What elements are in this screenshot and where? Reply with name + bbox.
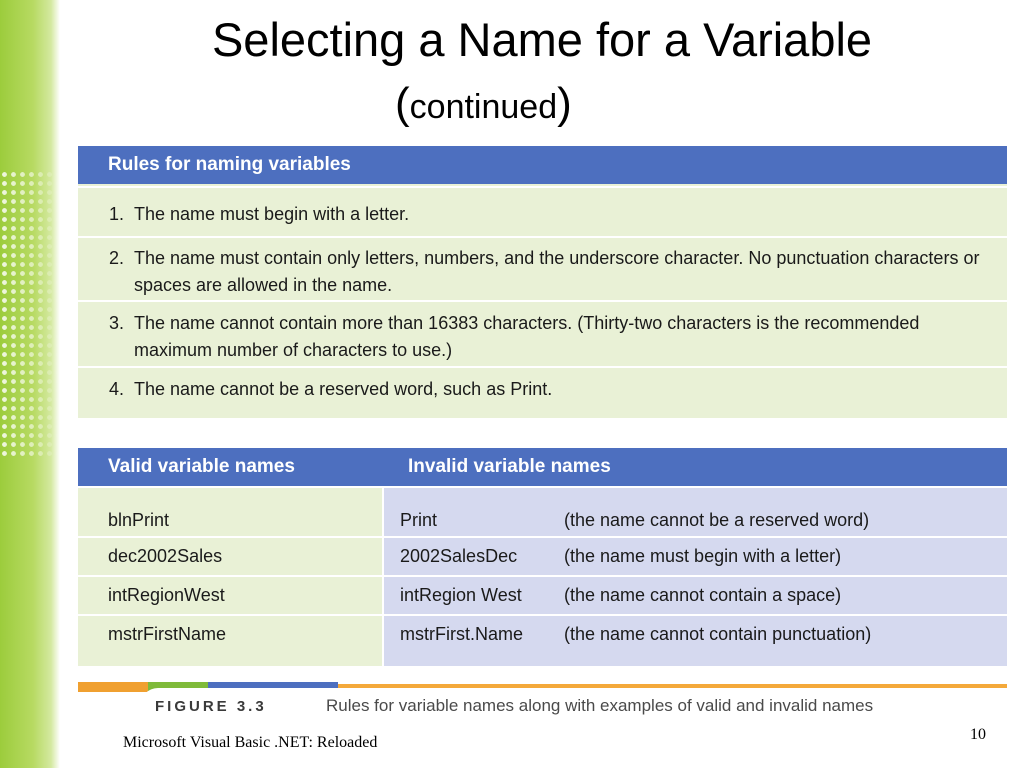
caption-bar-orange [78, 682, 148, 692]
reason-cell: (the name must begin with a letter) [564, 546, 842, 566]
invalid-name-cell: 2002SalesDec [400, 546, 518, 566]
page-number: 10 [970, 726, 986, 743]
slide-title: Selecting a Name for a Variable [211, 13, 873, 66]
rule-number: 2. [109, 248, 125, 268]
subtitle-open-paren: ( [395, 79, 410, 128]
rule-number: 1. [109, 204, 125, 224]
reason-cell: (the name cannot contain a space) [564, 585, 842, 605]
subtitle-text: continued [409, 88, 558, 126]
slide-subtitle [395, 80, 572, 131]
valid-name-cell: intRegionWest [108, 585, 225, 605]
rule-text: The name must begin with a letter. [134, 204, 410, 224]
row-divider [78, 614, 382, 616]
rule-text: The name must contain only letters, numbers, and the underscore character. No punctuation characters or spaces are allowed in the name. [134, 248, 980, 295]
reason-cell: (the name cannot contain punctuation) [564, 624, 872, 644]
invalid-name-cell: intRegion West [400, 585, 522, 605]
decorative-dot-pattern [0, 170, 60, 460]
rule-row [78, 186, 1007, 236]
row-divider [384, 575, 1007, 577]
figure-label: FIGURE 3.3 [155, 698, 267, 715]
variable-names-table [78, 448, 1007, 666]
invalid-name-cell: mstrFirst.Name [400, 624, 523, 644]
rule-row [78, 236, 1007, 300]
subtitle-close-paren: ) [557, 79, 572, 128]
figure-caption: Rules for variable names along with examples of valid and invalid names [326, 696, 874, 715]
table-row [78, 488, 1007, 530]
rules-table [78, 146, 1007, 418]
invalid-name-cell: Print [400, 510, 438, 530]
names-table-header [78, 448, 1007, 486]
rule-number: 4. [109, 379, 125, 399]
rule-number: 3. [109, 313, 125, 333]
valid-name-cell: blnPrint [108, 510, 170, 530]
names-table-body [78, 488, 1007, 666]
row-divider [384, 536, 1007, 538]
table-row [78, 536, 1007, 574]
table-row [78, 614, 1007, 652]
rule-row [78, 366, 1007, 418]
row-divider [384, 614, 1007, 616]
rule-text: The name cannot contain more than 16383 characters. (Thirty-two characters is the recommended maximum number of characters to use.) [134, 313, 920, 360]
rules-table-header: Rules for naming variables [78, 146, 1007, 184]
row-divider [78, 575, 382, 577]
invalid-names-header: Invalid variable names [408, 456, 611, 477]
valid-name-cell: mstrFirstName [108, 624, 226, 644]
rule-text: The name cannot be a reserved word, such as Print. [134, 379, 553, 399]
row-divider [78, 536, 382, 538]
rule-row [78, 300, 1007, 366]
valid-name-cell: dec2002Sales [108, 546, 223, 566]
valid-names-header: Valid variable names [108, 456, 295, 477]
table-row [78, 575, 1007, 613]
reason-cell: (the name cannot be a reserved word) [564, 510, 870, 530]
slide-footer: Microsoft Visual Basic .NET: Reloaded [123, 734, 378, 751]
